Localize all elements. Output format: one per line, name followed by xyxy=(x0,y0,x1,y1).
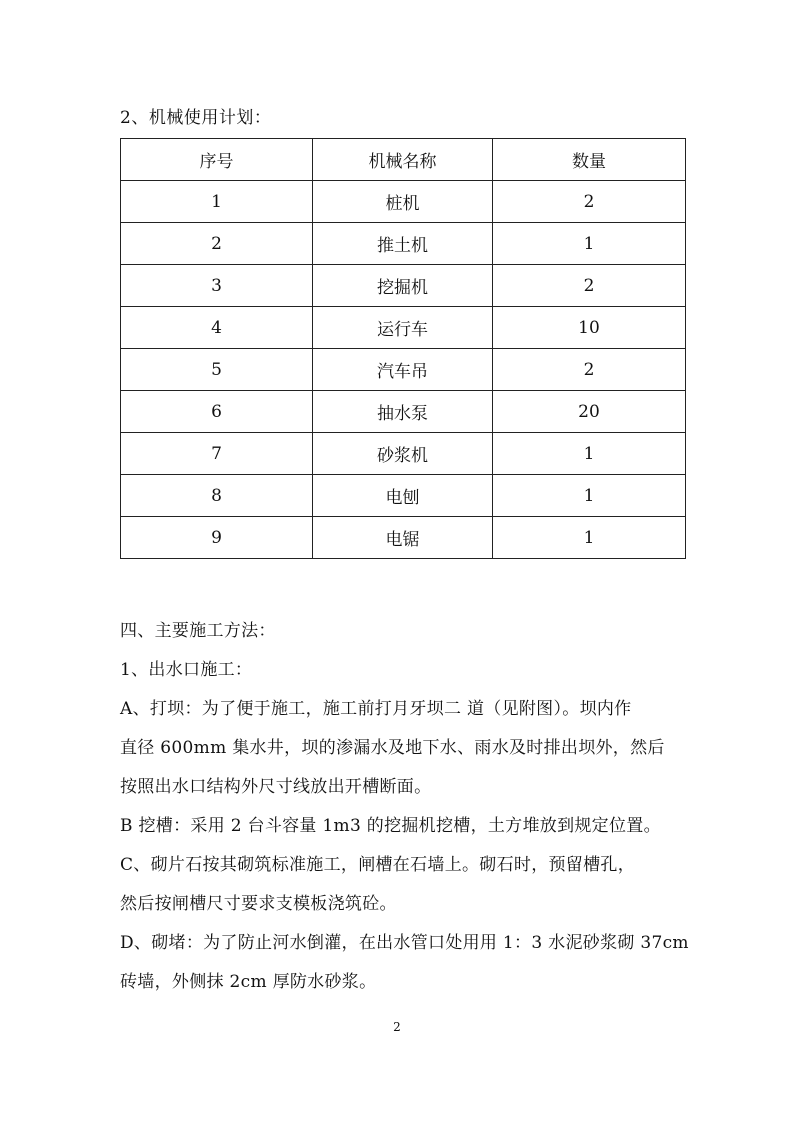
paragraph-b-line: B 挖槽：采用 2 台斗容量 1m3 的挖掘机挖槽，土方堆放到规定位置。 xyxy=(120,816,661,836)
cell-number: 6 xyxy=(121,391,313,433)
paragraph-a-line: 直径 600mm 集水井，坝的渗漏水及地下水、雨水及时排出坝外，然后 xyxy=(120,738,665,758)
paragraph-d-line: D、砌堵：为了防止河水倒灌，在出水管口处用用 1：3 水泥砂浆砌 37cm xyxy=(120,933,689,953)
cell-number: 5 xyxy=(121,349,313,391)
cell-machine-name: 挖掘机 xyxy=(313,265,493,307)
table-body xyxy=(121,181,686,559)
cell-quantity: 1 xyxy=(493,433,686,475)
paragraph-c-line: 然后按闸槽尺寸要求支模板浇筑砼。 xyxy=(120,894,397,914)
page-number: 2 xyxy=(393,1020,401,1034)
column-header-name: 机械名称 xyxy=(313,139,493,181)
column-header-no: 序号 xyxy=(121,139,313,181)
table-row xyxy=(121,433,686,475)
cell-quantity: 1 xyxy=(493,223,686,265)
section-heading: 四、主要施工方法： xyxy=(120,621,276,641)
machine-plan-table xyxy=(120,138,686,559)
subsection-heading: 1、出水口施工： xyxy=(120,660,253,680)
cell-machine-name: 汽车吊 xyxy=(313,349,493,391)
cell-number: 9 xyxy=(121,517,313,559)
table-row xyxy=(121,349,686,391)
cell-machine-name: 电锯 xyxy=(313,517,493,559)
cell-machine-name: 电刨 xyxy=(313,475,493,517)
cell-number: 1 xyxy=(121,181,313,223)
cell-quantity: 2 xyxy=(493,349,686,391)
cell-quantity: 2 xyxy=(493,265,686,307)
table-row xyxy=(121,307,686,349)
cell-number: 8 xyxy=(121,475,313,517)
cell-machine-name: 桩机 xyxy=(313,181,493,223)
paragraph-a-line: 按照出水口结构外尺寸线放出开槽断面。 xyxy=(120,777,432,797)
cell-machine-name: 运行车 xyxy=(313,307,493,349)
cell-quantity: 1 xyxy=(493,517,686,559)
cell-machine-name: 抽水泵 xyxy=(313,391,493,433)
construction-heading xyxy=(120,612,690,1002)
cell-quantity: 2 xyxy=(493,181,686,223)
table-row xyxy=(121,517,686,559)
column-header-qty: 数量 xyxy=(493,139,686,181)
cell-machine-name: 砂浆机 xyxy=(313,433,493,475)
machine-plan-heading: 2、机械使用计划： xyxy=(120,108,272,128)
paragraph-d-line: 砖墙，外侧抹 2cm 厚防水砂浆。 xyxy=(120,972,377,992)
cell-number: 4 xyxy=(121,307,313,349)
table-row xyxy=(121,475,686,517)
table-row xyxy=(121,181,686,223)
cell-number: 3 xyxy=(121,265,313,307)
cell-machine-name: 推土机 xyxy=(313,223,493,265)
paragraph-a-line: A、打坝：为了便于施工，施工前打月牙坝二 道（见附图）。坝内作 xyxy=(120,699,632,719)
cell-quantity: 20 xyxy=(493,391,686,433)
cell-number: 2 xyxy=(121,223,313,265)
table-header-row xyxy=(121,139,686,181)
cell-number: 7 xyxy=(121,433,313,475)
cell-quantity: 1 xyxy=(493,475,686,517)
table-row xyxy=(121,391,686,433)
table-row xyxy=(121,265,686,307)
table-row xyxy=(121,223,686,265)
cell-quantity: 10 xyxy=(493,307,686,349)
paragraph-c-line: C、砌片石按其砌筑标准施工，闸槽在石墙上。砌石时，预留槽孔， xyxy=(120,855,636,875)
